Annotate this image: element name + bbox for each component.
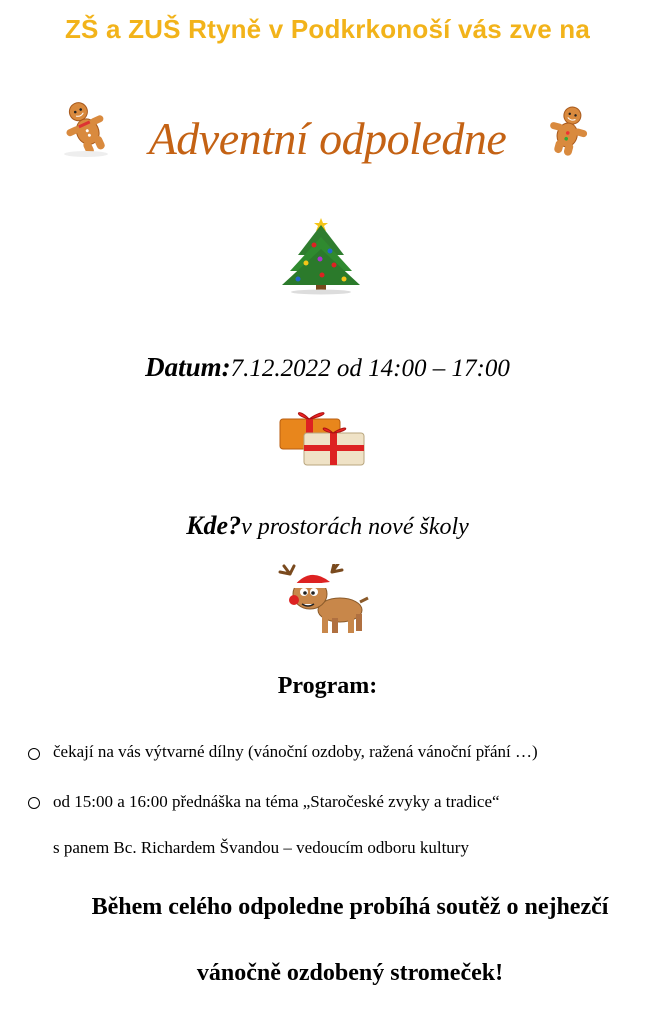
place-label: Kde?	[186, 511, 242, 540]
event-date	[0, 352, 655, 383]
place-value: v prostorách nové školy	[241, 514, 469, 540]
program-item-continuation: s panem Bc. Richardem Švandou – vedoucím odboru kultury	[53, 838, 469, 857]
invitation-header: ZŠ a ZUŠ Rtyně v Podkrkonoší vás zve na	[64, 14, 591, 44]
gingerbread-man-icon	[540, 104, 596, 160]
date-label: Datum:	[145, 352, 231, 382]
program-item: čekají na vás výtvarné dílny (vánoční ozdoby, ražená vánoční přání …)	[53, 742, 538, 761]
closing-line: Během celého odpoledne probíhá soutěž o nejhezčí	[91, 894, 609, 920]
bullet-icon	[28, 797, 40, 809]
reindeer-icon	[276, 564, 370, 636]
event-title: Adventní odpoledne	[148, 113, 507, 164]
closing-line: vánočně ozdobený stromeček!	[196, 960, 504, 986]
program-item: od 15:00 a 16:00 přednáška na téma „Staročeské zvyky a tradice“	[53, 792, 500, 811]
event-place	[0, 511, 655, 541]
christmas-tree-icon	[276, 215, 366, 295]
bullet-icon	[28, 748, 40, 760]
program-heading: Program:	[277, 673, 378, 699]
date-value: 7.12.2022 od 14:00 – 17:00	[230, 355, 510, 382]
gift-boxes-icon	[278, 405, 368, 469]
